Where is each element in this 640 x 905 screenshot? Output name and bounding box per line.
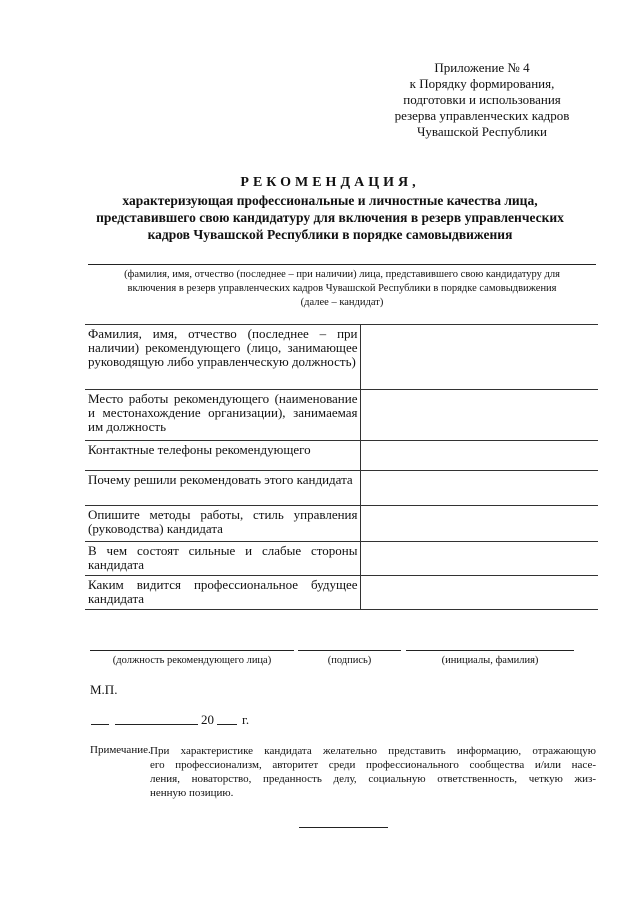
- question-cell: Место работы рекомендующего (наименование и местонахождение организации), занимаемая им должность: [85, 390, 360, 441]
- appendix-line: Чувашской Республики: [416, 124, 548, 139]
- appendix-line: подготовки и использования: [403, 92, 561, 107]
- note-line: При характеристике кандидата желательно представить информацию, отражающую: [150, 745, 596, 757]
- question-cell: Почему решили рекомендовать этого кандидата: [85, 471, 360, 506]
- question-cell: В чем состоят сильные и слабые стороны кандидата: [85, 542, 360, 576]
- date-month-line[interactable]: [115, 724, 198, 725]
- question-cell: Каким видится профессиональное будущее кандидата: [85, 576, 360, 610]
- position-caption: (должность рекомендующего лица): [112, 655, 272, 666]
- caption-line: (фамилия, имя, отчество (последнее – при наличии) лица, представившего свою кандидатуру для: [124, 269, 560, 280]
- signature-line[interactable]: [298, 650, 401, 651]
- date-year-prefix: 20: [201, 712, 214, 727]
- answer-cell[interactable]: [360, 441, 598, 471]
- note-line: его профессионализм, авторитет среди профессионального сообщества и/или насе-: [150, 759, 596, 771]
- candidate-name-line[interactable]: [88, 264, 596, 265]
- table-row: [85, 506, 598, 542]
- title-subtitle: [80, 192, 580, 243]
- name-signature-line[interactable]: [406, 650, 574, 651]
- signature-caption: (подпись): [327, 655, 372, 666]
- answer-cell[interactable]: [360, 542, 598, 576]
- answer-cell[interactable]: [360, 390, 598, 441]
- table-row: [85, 471, 598, 506]
- question-cell: Опишите методы работы, стиль управления (руководства) кандидата: [85, 506, 360, 542]
- caption-line: включения в резерв управленческих кадров Чувашской Республики в порядке самовыдвижения: [127, 283, 557, 294]
- title-subtitle-line: характеризующая профессиональные и личностные качества лица,: [122, 193, 538, 208]
- date-suffix: г.: [242, 712, 250, 727]
- answer-cell[interactable]: [360, 471, 598, 506]
- appendix-header: [372, 60, 592, 140]
- answer-cell[interactable]: [360, 325, 598, 390]
- position-signature-line[interactable]: [90, 650, 294, 651]
- name-caption: (инициалы, фамилия): [441, 655, 539, 666]
- date-day-line[interactable]: [91, 724, 109, 725]
- document-title: [80, 174, 580, 243]
- note-line: ненную позицию.: [150, 787, 234, 799]
- table-row: [85, 542, 598, 576]
- answer-cell[interactable]: [360, 576, 598, 610]
- table-row: [85, 325, 598, 390]
- title-subtitle-line: кадров Чувашской Республики в порядке самовыдвижения: [147, 227, 513, 242]
- note-text: [150, 744, 596, 800]
- footer-divider: [299, 827, 388, 828]
- caption-line: (далее – кандидат): [300, 297, 384, 308]
- table-row: [85, 576, 598, 610]
- question-cell: Фамилия, имя, отчество (последнее – при наличии) рекомендующего (лицо, занимающее руководящую либо управленческую должность): [85, 325, 360, 390]
- appendix-line: к Порядку формирования,: [409, 76, 555, 91]
- candidate-name-caption: [84, 268, 600, 310]
- answer-cell[interactable]: [360, 506, 598, 542]
- appendix-line: Приложение № 4: [434, 60, 530, 75]
- table-row: [85, 441, 598, 471]
- table-row: [85, 390, 598, 441]
- stamp-place: М.П.: [90, 682, 118, 697]
- title-subtitle-line: представившего свою кандидатуру для включения в резерв управленческих: [96, 210, 564, 225]
- appendix-line: резерва управленческих кадров: [394, 108, 570, 123]
- note-label: Примечание.: [90, 744, 151, 756]
- question-cell: Контактные телефоны рекомендующего: [85, 441, 360, 471]
- recommendation-table: [85, 324, 598, 610]
- date-year-line[interactable]: [217, 724, 237, 725]
- note-line: ления, новаторство, преданность делу, социальную ответственность, четкую жиз-: [150, 773, 596, 785]
- title-main: РЕКОМЕНДАЦИЯ,: [240, 175, 420, 190]
